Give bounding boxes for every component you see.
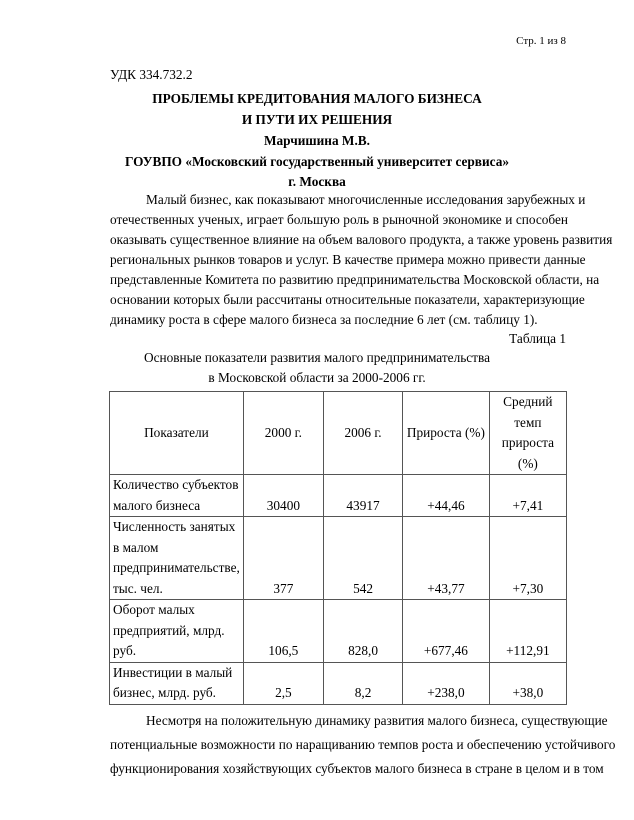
paragraph-line: Несмотря на положительную динамику развития малого бизнеса, существующие: [146, 713, 608, 728]
table-cell: 828,0: [323, 600, 402, 663]
paragraph-line: оказывать существенное влияние на объем валового продукта, а также уровень развития: [110, 232, 613, 247]
table-cell: +38,0: [489, 662, 566, 704]
table-header-row: [110, 392, 567, 475]
table-label: Таблица 1: [509, 331, 566, 346]
table-caption-1: Основные показатели развития малого предпринимательства: [143, 350, 490, 365]
header-cell: Средний темп прироста (%): [489, 392, 566, 475]
author: Марчишина М.В.: [263, 133, 370, 148]
indicators-table: [109, 391, 567, 705]
paragraph-line: потенциальные возможности по наращиванию темпов роста и обеспечению устойчивого: [110, 737, 616, 752]
affiliation: ГОУВПО «Московский государственный университет сервиса»: [124, 154, 510, 169]
city: г. Москва: [288, 174, 346, 189]
table-caption-2: в Московской области за 2000-2006 гг.: [208, 370, 426, 385]
table-cell: +112,91: [489, 600, 566, 663]
paragraph-line: представленные Комитета по развитию предпринимательства Московской области, на: [110, 272, 600, 287]
paragraph-line: Малый бизнес, как показывают многочисленные исследования зарубежных и: [146, 192, 586, 207]
table-cell: 8,2: [323, 662, 402, 704]
table-cell: 43917: [323, 475, 402, 517]
header-cell: Показатели: [110, 392, 244, 475]
table-cell: +7,41: [489, 475, 566, 517]
table-cell: Оборот малых предприятий, млрд. руб.: [110, 600, 244, 663]
table-cell: +43,77: [403, 517, 490, 600]
table-row: [110, 662, 567, 704]
table-cell: +7,30: [489, 517, 566, 600]
header-cell: Прироста (%): [403, 392, 490, 475]
paragraph-line: отечественных ученых, играет большую роль в рыночной экономике и способен: [110, 212, 568, 227]
title-line-1: ПРОБЛЕМЫ КРЕДИТОВАНИЯ МАЛОГО БИЗНЕСА: [152, 91, 482, 106]
udk-code: УДК 334.732.2: [110, 67, 193, 82]
header-cell: 2006 г.: [323, 392, 402, 475]
page-indicator: Стр. 1 из 8: [516, 35, 566, 47]
table-cell: Численность занятых в малом предпринимательстве, тыс. чел.: [110, 517, 244, 600]
table-cell: +44,46: [403, 475, 490, 517]
table-cell: +677,46: [403, 600, 490, 663]
table-row: [110, 517, 567, 600]
header-cell: 2000 г.: [243, 392, 323, 475]
table-cell: +238,0: [403, 662, 490, 704]
paragraph-line: основании которых были рассчитаны относительные показатели, характеризующие: [110, 292, 585, 307]
table-cell: 2,5: [243, 662, 323, 704]
table-cell: 30400: [243, 475, 323, 517]
table-cell: 106,5: [243, 600, 323, 663]
table-row: [110, 475, 567, 517]
paragraph-line: динамику роста в сфере малого бизнеса за последние 6 лет (см. таблицу 1).: [110, 312, 538, 327]
table-cell: 542: [323, 517, 402, 600]
table-cell: 377: [243, 517, 323, 600]
table-row: [110, 600, 567, 663]
title-line-2: И ПУТИ ИХ РЕШЕНИЯ: [241, 112, 393, 127]
table-cell: Инвестиции в малый бизнес, млрд. руб.: [110, 662, 244, 704]
paragraph-line: функционирования хозяйствующих субъектов малого бизнеса в стране в целом и в том: [110, 761, 604, 776]
table-cell: Количество субъектов малого бизнеса: [110, 475, 244, 517]
paragraph-line: региональных рынков товаров и услуг. В качестве примера можно привести данные: [110, 252, 586, 267]
